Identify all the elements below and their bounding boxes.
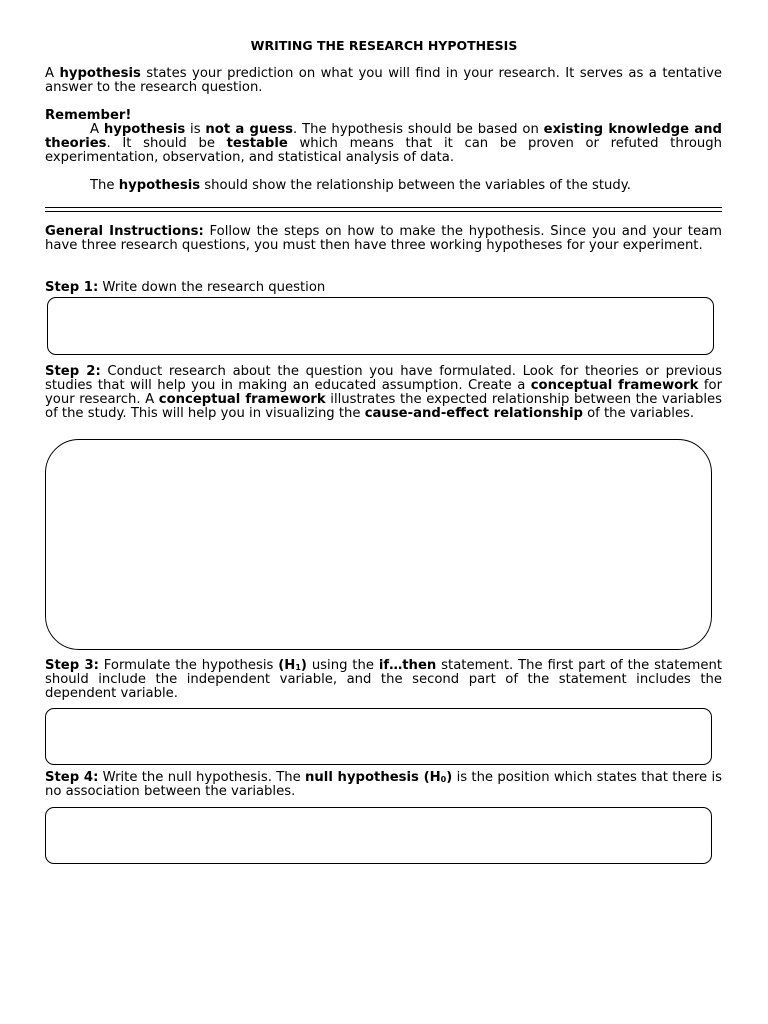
- relationship-paragraph: The hypothesis should show the relationship between the variables of the study.: [90, 178, 631, 193]
- remember-label: Remember!: [45, 108, 132, 123]
- step1-instruction: Step 1: Write down the research question: [45, 280, 326, 295]
- hypothesis-answer-box[interactable]: [45, 708, 712, 765]
- page-title: WRITING THE RESEARCH HYPOTHESIS: [250, 38, 518, 53]
- section-divider: [45, 207, 722, 212]
- step1-answer-box[interactable]: [47, 297, 714, 355]
- remember-paragraph: A hypothesis is not a guess. The hypothesis should be based on existing knowledge and theories. It should be testable which means that it can be proven or refuted through experimentation, observation, and statistical analysis of data.: [45, 122, 722, 165]
- step4-instruction: Step 4: Write the null hypothesis. The null hypothesis $(H_0)$ is the position which states that there is no association between the variables.: [45, 770, 722, 799]
- general-instructions: General Instructions: Follow the steps on how to make the hypothesis. Since you and your team have three research questions, you must then have three working hypotheses for your experiment.: [45, 224, 723, 253]
- null-hypothesis-answer-box[interactable]: [45, 807, 712, 864]
- intro-paragraph: A hypothesis states your prediction on what you will find in your research. It serves as a tentative answer to the research question.: [45, 66, 722, 95]
- conceptual-framework-box[interactable]: [45, 439, 712, 650]
- h1-symbol: $(H_1)$: [278, 658, 307, 673]
- step2-instruction: Step 2: Conduct research about the question you have formulated. Look for theories or previous studies that will help you in making an educated assumption. Create a conceptual framework for your research. A conceptual framework illustrates the expected relationship between the variables of the study. This will help you in visualizing the cause-and-effect relationship of the variables.: [45, 364, 723, 421]
- null-hypothesis-term: null hypothesis $(H_0)$: [305, 770, 453, 785]
- step3-instruction: Step 3: Formulate the hypothesis $(H_1)$ using the if…then statement. The first part of the statement should include the independent variable, and the second part of the statement includes the dependent variable.: [45, 658, 723, 701]
